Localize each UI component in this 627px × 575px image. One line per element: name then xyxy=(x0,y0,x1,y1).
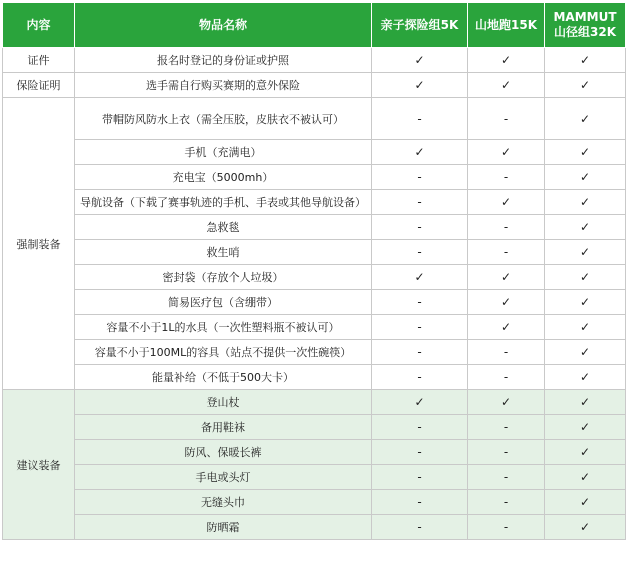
mammut-mark: ✓ xyxy=(545,290,626,315)
family-mark: - xyxy=(372,315,468,340)
mammut-mark: ✓ xyxy=(545,490,626,515)
gear-requirements-table xyxy=(2,2,626,540)
item-cell: 无缝头巾 xyxy=(75,490,372,515)
table-row xyxy=(3,290,626,315)
item-cell: 报名时登记的身份证或护照 xyxy=(75,48,372,73)
mammut-mark: ✓ xyxy=(545,98,626,140)
table-row xyxy=(3,465,626,490)
trail15-mark: - xyxy=(468,490,545,515)
item-cell: 手电或头灯 xyxy=(75,465,372,490)
family-mark: - xyxy=(372,340,468,365)
trail15-mark: ✓ xyxy=(468,73,545,98)
trail15-mark: - xyxy=(468,415,545,440)
mammut-mark: ✓ xyxy=(545,73,626,98)
table-row xyxy=(3,48,626,73)
table-row xyxy=(3,440,626,465)
family-mark: ✓ xyxy=(372,390,468,415)
table-row xyxy=(3,190,626,215)
mammut-mark: ✓ xyxy=(545,340,626,365)
family-mark: - xyxy=(372,215,468,240)
mammut-mark: ✓ xyxy=(545,215,626,240)
family-mark: - xyxy=(372,190,468,215)
table-header-row xyxy=(3,3,626,48)
header-trail-15k: 山地跑15K xyxy=(468,3,545,48)
item-cell: 救生哨 xyxy=(75,240,372,265)
table-row xyxy=(3,340,626,365)
header-item-name: 物品名称 xyxy=(75,3,372,48)
trail15-mark: - xyxy=(468,165,545,190)
table-row xyxy=(3,490,626,515)
mammut-mark: ✓ xyxy=(545,48,626,73)
mammut-mark: ✓ xyxy=(545,140,626,165)
trail15-mark: ✓ xyxy=(468,190,545,215)
family-mark: - xyxy=(372,290,468,315)
trail15-mark: ✓ xyxy=(468,290,545,315)
table-row xyxy=(3,165,626,190)
trail15-mark: ✓ xyxy=(468,265,545,290)
table-row xyxy=(3,140,626,165)
header-mammut-line2: 山径组32K xyxy=(554,25,616,39)
header-mammut-line1: MAMMUT xyxy=(553,10,617,24)
table-row xyxy=(3,365,626,390)
mammut-mark: ✓ xyxy=(545,465,626,490)
item-cell: 备用鞋袜 xyxy=(75,415,372,440)
family-mark: - xyxy=(372,165,468,190)
family-mark: - xyxy=(372,515,468,540)
family-mark: - xyxy=(372,365,468,390)
trail15-mark: - xyxy=(468,340,545,365)
table-row xyxy=(3,265,626,290)
trail15-mark: - xyxy=(468,215,545,240)
category-cell: 强制装备 xyxy=(3,98,75,390)
mammut-mark: ✓ xyxy=(545,265,626,290)
family-mark: ✓ xyxy=(372,140,468,165)
mammut-mark: ✓ xyxy=(545,315,626,340)
item-cell: 简易医疗包（含绷带） xyxy=(75,290,372,315)
mammut-mark: ✓ xyxy=(545,440,626,465)
trail15-mark: - xyxy=(468,240,545,265)
header-mammut-32k xyxy=(545,3,626,48)
trail15-mark: - xyxy=(468,440,545,465)
mammut-mark: ✓ xyxy=(545,415,626,440)
item-cell: 防晒霜 xyxy=(75,515,372,540)
family-mark: - xyxy=(372,440,468,465)
header-family-5k: 亲子探险组5K xyxy=(372,3,468,48)
trail15-mark: ✓ xyxy=(468,390,545,415)
item-cell: 带帽防风防水上衣（需全压胶，皮肤衣不被认可） xyxy=(75,98,372,140)
table-row xyxy=(3,98,626,140)
trail15-mark: - xyxy=(468,465,545,490)
header-category: 内容 xyxy=(3,3,75,48)
table-row xyxy=(3,315,626,340)
mammut-mark: ✓ xyxy=(545,365,626,390)
mammut-mark: ✓ xyxy=(545,240,626,265)
mammut-mark: ✓ xyxy=(545,165,626,190)
item-cell: 容量不小于1L的水具（一次性塑料瓶不被认可） xyxy=(75,315,372,340)
table-row xyxy=(3,73,626,98)
mammut-mark: ✓ xyxy=(545,190,626,215)
family-mark: - xyxy=(372,490,468,515)
item-cell: 选手需自行购买赛期的意外保险 xyxy=(75,73,372,98)
item-cell: 手机（充满电） xyxy=(75,140,372,165)
table-row xyxy=(3,415,626,440)
family-mark: - xyxy=(372,240,468,265)
item-cell: 容量不小于100ML的容具（站点不提供一次性碗筷） xyxy=(75,340,372,365)
trail15-mark: ✓ xyxy=(468,140,545,165)
trail15-mark: - xyxy=(468,365,545,390)
item-cell: 导航设备（下载了赛事轨迹的手机、手表或其他导航设备） xyxy=(75,190,372,215)
item-cell: 防风、保暖长裤 xyxy=(75,440,372,465)
item-cell: 密封袋（存放个人垃圾） xyxy=(75,265,372,290)
table-row xyxy=(3,390,626,415)
trail15-mark: - xyxy=(468,515,545,540)
table-row xyxy=(3,515,626,540)
family-mark: ✓ xyxy=(372,73,468,98)
category-cell: 证件 xyxy=(3,48,75,73)
item-cell: 登山杖 xyxy=(75,390,372,415)
category-cell: 建议装备 xyxy=(3,390,75,540)
trail15-mark: ✓ xyxy=(468,315,545,340)
trail15-mark: - xyxy=(468,98,545,140)
item-cell: 充电宝（5000mh） xyxy=(75,165,372,190)
trail15-mark: ✓ xyxy=(468,48,545,73)
category-cell: 保险证明 xyxy=(3,73,75,98)
family-mark: ✓ xyxy=(372,265,468,290)
table-row xyxy=(3,215,626,240)
family-mark: - xyxy=(372,415,468,440)
item-cell: 能量补给（不低于500大卡） xyxy=(75,365,372,390)
family-mark: ✓ xyxy=(372,48,468,73)
family-mark: - xyxy=(372,465,468,490)
table-row xyxy=(3,240,626,265)
mammut-mark: ✓ xyxy=(545,515,626,540)
mammut-mark: ✓ xyxy=(545,390,626,415)
item-cell: 急救毯 xyxy=(75,215,372,240)
family-mark: - xyxy=(372,98,468,140)
